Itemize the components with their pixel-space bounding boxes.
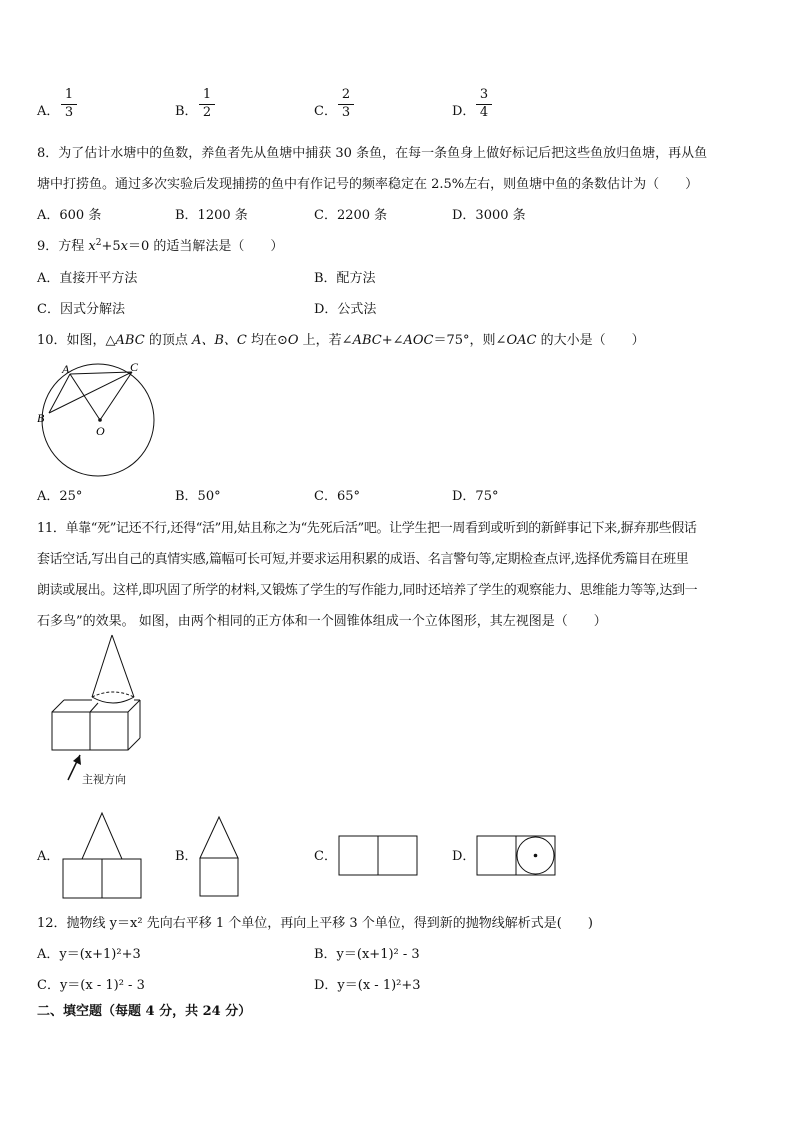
q9-suffix: ＝0 的适当解法是（ ） xyxy=(128,239,284,254)
q10-center: O xyxy=(287,333,299,348)
cube-side-edge xyxy=(128,738,140,750)
q11-solid-figure xyxy=(50,635,150,785)
q7-option-d-fraction xyxy=(476,88,492,120)
q12-option-a: A．y＝(x+1)²+3 xyxy=(37,947,141,962)
numerator: 1 xyxy=(64,87,74,102)
q11-figure-caption: 主视方向 xyxy=(82,773,126,786)
denominator: 2 xyxy=(202,105,212,120)
cube-top-edge xyxy=(52,700,64,712)
numerator: 2 xyxy=(341,87,351,102)
q10-angle-abc: ABC xyxy=(352,333,382,348)
label-c: C xyxy=(130,360,139,374)
q7-option-d-letter: D． xyxy=(452,104,476,119)
denominator: 3 xyxy=(64,105,74,120)
q10-circle-figure xyxy=(36,360,166,485)
q11-option-d-figure xyxy=(476,835,560,877)
square-right xyxy=(378,836,417,875)
square-left xyxy=(63,859,102,898)
q9-option-d: D．公式法 xyxy=(314,302,377,317)
q11-option-b-figure xyxy=(199,816,243,900)
cone-left-edge xyxy=(92,635,112,697)
q12-option-c: C．y＝(x - 1)² - 3 xyxy=(37,978,145,993)
q9-exponent: 2 xyxy=(95,238,102,248)
q8-option-c: C．2200 条 xyxy=(314,208,388,223)
q10-text: 的顶点 xyxy=(144,333,192,348)
q7-option-b-letter: B． xyxy=(175,104,198,119)
q10-option-b: B．50° xyxy=(175,489,221,504)
cube-top-edge xyxy=(90,703,98,712)
label-o: O xyxy=(96,424,105,438)
q9-stem xyxy=(37,238,283,256)
triangle xyxy=(200,817,238,858)
numerator: 3 xyxy=(479,87,489,102)
q10-angle-aoc: AOC xyxy=(403,333,434,348)
square-left xyxy=(339,836,378,875)
q10-text: 10．如图，△ xyxy=(37,333,116,348)
denominator: 3 xyxy=(341,105,351,120)
q7-option-a-fraction xyxy=(61,88,77,120)
q10-text: 均在⊙ xyxy=(246,333,288,348)
square-right xyxy=(102,859,141,898)
q9-mid: +5 xyxy=(101,239,121,254)
q10-option-c: C．65° xyxy=(314,489,360,504)
section-2-title: 二、填空题（每题 4 分，共 24 分） xyxy=(37,1004,252,1019)
q9-option-a: A．直接开平方法 xyxy=(37,271,138,286)
q10-angle-oac: OAC xyxy=(506,333,537,348)
q10-option-a: A．25° xyxy=(37,489,83,504)
cone-base-front xyxy=(92,697,134,703)
square-left xyxy=(477,836,516,875)
q7-option-c-letter: C． xyxy=(314,104,337,119)
q11-option-a-label: A． xyxy=(37,849,60,864)
q8-option-b: B．1200 条 xyxy=(175,208,248,223)
q9-option-c: C．因式分解法 xyxy=(37,302,125,317)
label-b: B xyxy=(37,411,45,425)
q10-text: 的大小是（ ） xyxy=(536,333,645,348)
q8-option-a: A．600 条 xyxy=(37,208,102,223)
center-dot xyxy=(534,854,538,858)
q11-option-d-label: D． xyxy=(452,849,476,864)
q10-points: A、B、C xyxy=(191,333,247,348)
q9-var-x: x xyxy=(88,239,96,254)
numerator: 1 xyxy=(202,87,212,102)
cone-base-back xyxy=(92,692,134,697)
cube-right-front xyxy=(90,712,128,750)
q11-option-a-figure xyxy=(62,812,144,902)
cube-top-edge xyxy=(128,700,140,712)
q10-text: 上，若∠ xyxy=(298,333,353,348)
q10-text: +∠ xyxy=(381,333,404,348)
q9-prefix: 9．方程 xyxy=(37,239,89,254)
q8-line1: 8．为了估计水塘中的鱼数，养鱼者先从鱼塘中捕获 30 条鱼，在每一条鱼身上做好标记后把这些鱼放归鱼塘，再从鱼 xyxy=(37,146,708,161)
arrow-head xyxy=(73,755,81,765)
label-a: A xyxy=(62,362,70,376)
cube-left-front xyxy=(52,712,90,750)
segment-ac xyxy=(70,372,132,374)
q12-option-d: D．y＝(x - 1)²+3 xyxy=(314,978,421,993)
q7-option-a-letter: A． xyxy=(37,104,60,119)
q9-option-b: B．配方法 xyxy=(314,271,376,286)
q8-option-d: D．3000 条 xyxy=(452,208,526,223)
triangle xyxy=(82,813,122,859)
circle-o xyxy=(42,364,154,476)
q8-line2: 塘中打捞鱼。通过多次实验后发现捕捞的鱼中有作记号的频率稳定在 2.5%左右，则鱼塘中鱼的条数估计为（ ） xyxy=(37,177,699,192)
q9-var-x2: x xyxy=(120,239,128,254)
q7-option-c-fraction xyxy=(338,88,354,120)
q11-line2: 套话空话,写出自己的真情实感,篇幅可长可短,并要求运用积累的成语、名言警句等,定期检查点评,选择优秀篇目在班里 xyxy=(37,552,689,567)
q11-line4: 石多鸟”的效果。 如图，由两个相同的正方体和一个圆锥体组成一个立体图形，其左视图是（ ） xyxy=(37,614,607,629)
q10-stem xyxy=(37,332,645,350)
q11-option-c-figure xyxy=(338,835,420,877)
square xyxy=(200,858,238,896)
q10-option-d: D．75° xyxy=(452,489,499,504)
q10-triangle-name: ABC xyxy=(115,333,145,348)
q12-option-b: B．y＝(x+1)² - 3 xyxy=(314,947,420,962)
cone-right-edge xyxy=(112,635,134,697)
segment-oc xyxy=(100,372,132,420)
center-dot xyxy=(98,418,102,422)
q11-option-b-label: B． xyxy=(175,849,198,864)
segment-oa xyxy=(70,374,100,420)
q10-text: ＝75°，则∠ xyxy=(433,333,507,348)
q7-option-b-fraction xyxy=(199,88,215,120)
q11-line1: 11．单靠“死”记还不行,还得“活”用,姑且称之为“先死后活”吧。让学生把一周看到或听到的新鲜事记下来,摒弃那些假话 xyxy=(37,521,697,536)
q11-line3: 朗读或展出。这样,即巩固了所学的材料,又锻炼了学生的写作能力,同时还培养了学生的观察能力、思维能力等等,达到一 xyxy=(37,583,698,598)
denominator: 4 xyxy=(479,105,489,120)
q12-stem: 12．抛物线 y＝x² 先向右平移 1 个单位，再向上平移 3 个单位，得到新的抛物线解析式是( ) xyxy=(37,916,593,931)
q11-option-c-label: C． xyxy=(314,849,337,864)
